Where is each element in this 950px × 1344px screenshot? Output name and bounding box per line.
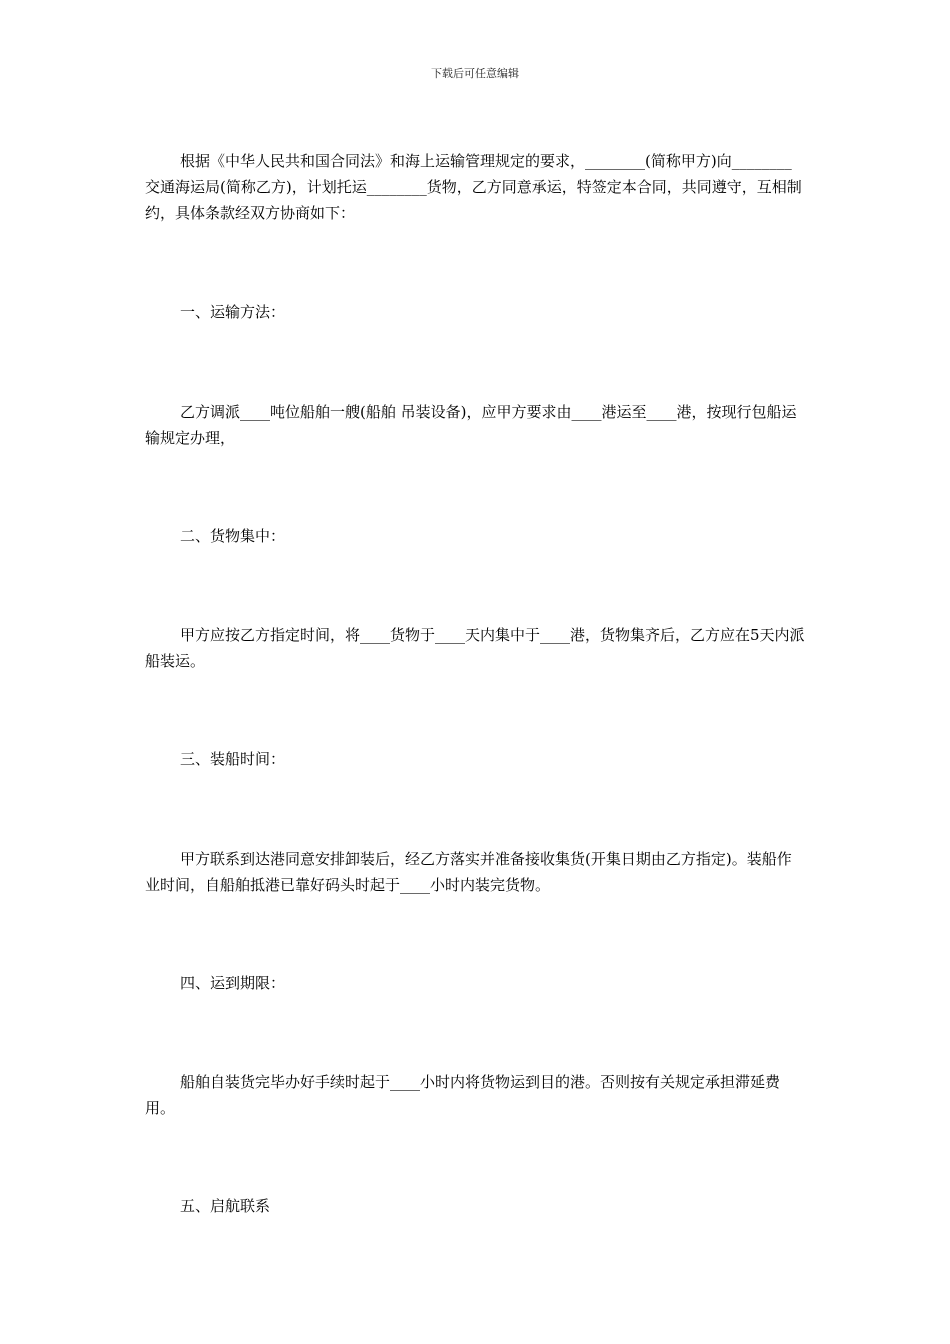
page-header-note: 下载后可任意编辑: [431, 67, 519, 80]
section-body-4: 船舶自装货完毕办好手续时起于____小时内将货物运到目的港。否则按有关规定承担滞延费用。: [145, 1073, 781, 1117]
section-heading-2: 二、货物集中：: [180, 527, 286, 545]
section-heading-5: 五、启航联系: [180, 1197, 271, 1215]
section-body-3: 甲方联系到达港同意安排卸装后，经乙方落实并准备接收集货(开集日期由乙方指定)。装船作业时间，自船舶抵港已靠好码头时起于____小时内装完货物。: [145, 850, 792, 894]
section-body-1: 乙方调派____吨位船舶一艘(船舶 吊装设备)，应甲方要求由____港运至____港，按现行包船运输规定办理，: [145, 403, 797, 447]
section-heading-3: 三、装船时间：: [180, 750, 286, 768]
section-body-2: 甲方应按乙方指定时间，将____货物于____天内集中于____港，货物集齐后，乙方应在5天内派船装运。: [145, 626, 805, 670]
section-heading-4: 四、运到期限：: [180, 974, 286, 992]
intro-paragraph: 根据《中华人民共和国合同法》和海上运输管理规定的要求，________(简称甲方)向________交通海运局(简称乙方)，计划托运________货物，乙方同意承运，特签定本合同，共同遵守，互相制约，具体条款经双方协商如下：: [145, 152, 802, 222]
section-heading-1: 一、运输方法：: [180, 303, 286, 321]
